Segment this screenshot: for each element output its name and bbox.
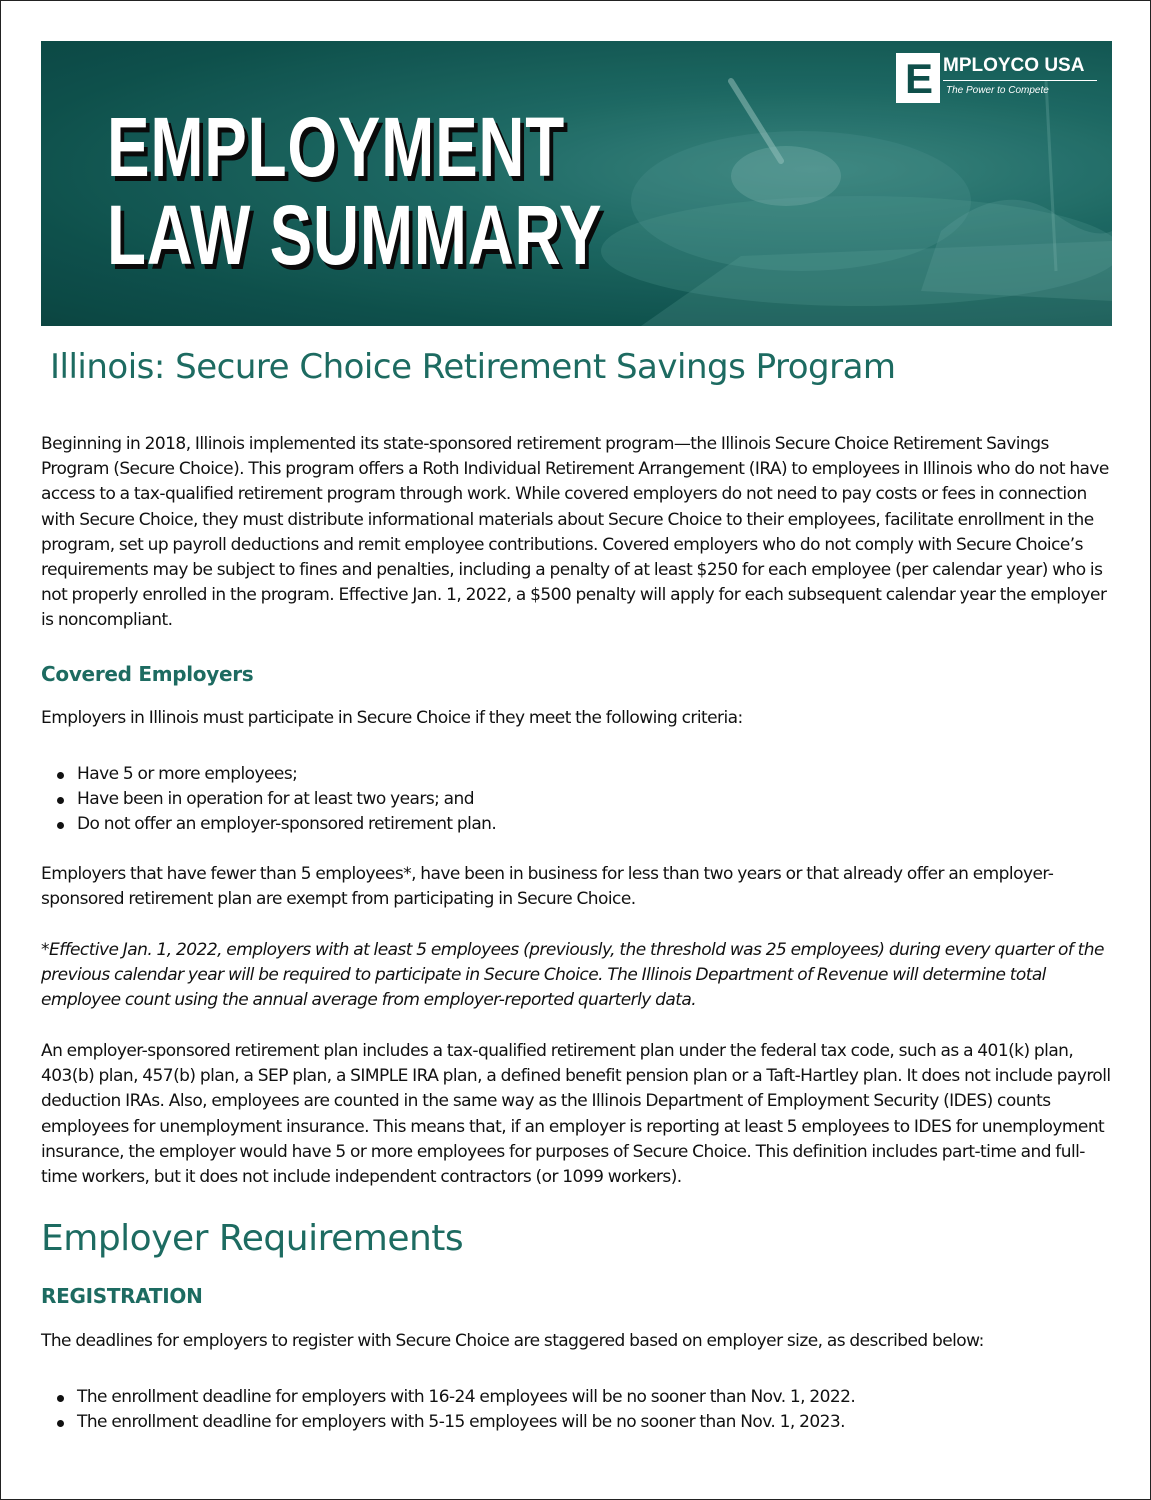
covered-employers-lead: Employers in Illinois must participate in Secure Choice if they meet the following criteria: bbox=[41, 708, 743, 728]
list-item: Have been in operation for at least two years; and bbox=[41, 787, 1113, 812]
banner-title-line2: LAW SUMMARY bbox=[107, 188, 603, 282]
banner-title bbox=[107, 100, 603, 282]
intro-paragraph: Beginning in 2018, Illinois implemented its state-sponsored retirement program—the Illinois Secure Choice Retirement Savings Program (Secure Choice). This program offers a Roth Individual Retirement Arrangement (IRA) to employees in Illinois who do not have access to a tax-qualified retirement program through work. While covered employers do not need to pay costs or fees in connection with Secure Choice, they must distribute informational materials about Secure Choice to their employees, facilitate enrollment in the program, set up payroll deductions and remit employee contributions. Covered employers who do not comply with Secure Choice’s requirements may be subject to fines and penalties, including a penalty of at least $250 for each employee (per calendar year) who is not properly enrolled in the program. Effective Jan. 1, 2022, a $500 penalty will apply for each subsequent calendar year the employer is noncompliant. bbox=[41, 434, 1109, 631]
deadline-list bbox=[41, 1385, 1113, 1435]
document-title: Illinois: Secure Choice Retirement Savings Program bbox=[50, 347, 896, 387]
logo-divider bbox=[943, 80, 1097, 81]
list-item: The enrollment deadline for employers with 16-24 employees will be no sooner than Nov. 1, 2022. bbox=[41, 1385, 1113, 1410]
logo-letter: E bbox=[905, 55, 934, 102]
registration-lead: The deadlines for employers to register with Secure Choice are staggered based on employer size, as described below: bbox=[41, 1331, 984, 1351]
list-item: Have 5 or more employees; bbox=[41, 762, 1113, 787]
registration-heading: REGISTRATION bbox=[41, 1284, 203, 1308]
logo-tagline: The Power to Compete bbox=[946, 85, 1049, 96]
employer-requirements-heading: Employer Requirements bbox=[41, 1218, 464, 1259]
banner-title-line1: EMPLOYMENT bbox=[107, 100, 566, 194]
list-item: Do not offer an employer-sponsored retirement plan. bbox=[41, 812, 1113, 837]
covered-employers-heading: Covered Employers bbox=[41, 662, 254, 686]
threshold-footnote: *Effective Jan. 1, 2022, employers with at least 5 employees (previously, the threshold was 25 employees) during every quarter of the previous calendar year will be required to participate in Secure Choice. The Illinois Department of Revenue will determine total employee count using the annual average from employer-reported quarterly data. bbox=[41, 940, 1104, 1011]
plan-definition-paragraph: An employer-sponsored retirement plan includes a tax-qualified retirement plan under the federal tax code, such as a 401(k) plan, 403(b) plan, 457(b) plan, a SEP plan, a SIMPLE IRA plan, a defined benefit pension plan or a Taft-Hartley plan. It does not include payroll deduction IRAs. Also, employees are counted in the same way as the Illinois Department of Employment Security (IDES) counts employees for unemployment insurance. This means that, if an employer is reporting at least 5 employees to IDES for unemployment insurance, the employer would have 5 or more employees for purposes of Secure Choice. This definition includes part-time and full-time workers, but it does not include independent contractors (or 1099 workers). bbox=[41, 1041, 1111, 1188]
list-item: The enrollment deadline for employers with 5-15 employees will be no sooner than Nov. 1, 2023. bbox=[41, 1410, 1113, 1435]
header-banner bbox=[41, 41, 1112, 326]
exempt-paragraph: Employers that have fewer than 5 employees*, have been in business for less than two years or that already offer an employer-sponsored retirement plan are exempt from participating in Secure Choice. bbox=[41, 864, 1054, 910]
logo-letter-box bbox=[896, 53, 940, 103]
criteria-list bbox=[41, 762, 1113, 838]
logo-name: MPLOYCO USA bbox=[943, 55, 1085, 76]
employco-logo bbox=[896, 53, 1101, 105]
